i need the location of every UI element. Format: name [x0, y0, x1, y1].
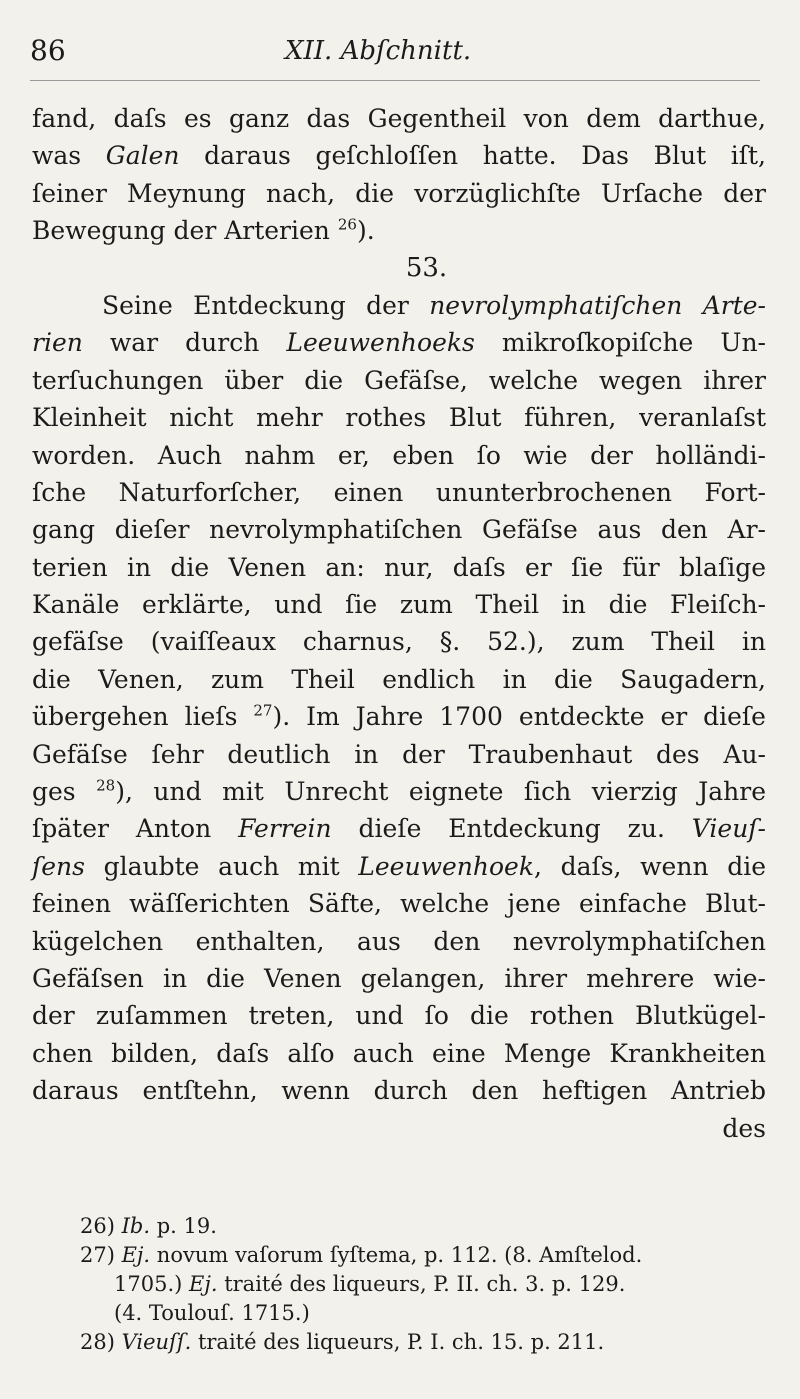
text-run: fand, daſs es ganz das Gegentheil von dem darthue,: [32, 104, 766, 133]
text-line: [32, 848, 766, 885]
footnote-line: [80, 1241, 770, 1270]
text-run: was: [32, 141, 106, 171]
text-line: [32, 324, 766, 361]
text-run: mikroſkopiſche Un-: [474, 328, 766, 358]
text-run: ).: [356, 216, 375, 246]
italic-run: nevrolymphatiſchen Arte-: [429, 290, 766, 320]
text-run: des: [722, 1113, 766, 1143]
text-line: [32, 960, 766, 997]
text-run: gefäſse (vaiſſeaux charnus, §. 52.), zum Theil in: [32, 627, 766, 657]
section-number-text: 53.: [405, 252, 448, 283]
text-run: dieſe Entdeckung zu.: [331, 814, 692, 844]
text-run: glaubte auch mit: [84, 851, 359, 881]
italic-run: Vieuſſ.: [121, 1330, 192, 1354]
italic-run: Ferrein: [238, 814, 332, 844]
text-run: 28): [80, 1330, 122, 1354]
italic-run: Vieuſ-: [691, 814, 767, 844]
text-line: [32, 100, 766, 137]
italic-run: ſens: [32, 851, 85, 881]
text-run: feinen wäſſerichten Säfte, welche jene einfache Blut-: [32, 889, 766, 919]
text-run: p. 19.: [150, 1214, 217, 1238]
text-run: novum vaſorum ſyſtema, p. 112. (8. Amſtelod.: [150, 1243, 643, 1267]
page-number: 86: [30, 34, 66, 67]
text-run: kügelchen enthalten, aus den nevrolymphatiſchen: [32, 926, 766, 956]
text-line: [32, 1035, 766, 1072]
text-run: 1705.): [114, 1272, 189, 1296]
text-run: 27): [80, 1243, 122, 1267]
italic-run: Ej.: [121, 1243, 151, 1267]
text-run: Kanäle erklärte, und ſie zum Theil in die Fleiſch-: [32, 590, 766, 620]
text-run: (4. Toulouſ. 1715.): [114, 1301, 310, 1325]
text-run: traité des liqueurs, P. II. ch. 3. p. 129.: [217, 1272, 626, 1296]
footnote-ref: 26: [337, 215, 357, 234]
text-run: Gefäſse ſehr deutlich in der Traubenhaut des Au-: [32, 739, 766, 769]
text-run: ). Im Jahre 1700 entdeckte er dieſe: [272, 702, 766, 732]
running-header: [30, 34, 760, 74]
text-line: [32, 474, 766, 511]
text-run: terien in die Venen an: nur, daſs er ſie für blaſige: [32, 552, 766, 582]
text-run: gang dieſer nevrolymphatiſchen Gefäſse aus den Ar-: [32, 515, 766, 545]
italic-run: Leeuwenhoek: [358, 851, 534, 881]
text-run: übergehen lieſs: [32, 702, 254, 732]
text-run: der zuſammen treten, und ſo die rothen Blutkügel-: [32, 1001, 766, 1031]
text-line: [32, 137, 766, 174]
text-run: war durch: [82, 328, 287, 358]
text-run: ſeiner Meynung nach, die vorzüglichſte Urſache der: [32, 178, 766, 208]
section-title: XII. Abſchnitt.: [285, 36, 472, 66]
text-line: [32, 810, 766, 847]
main-text: [32, 100, 766, 1147]
text-run: ges: [32, 777, 97, 807]
text-run: 26): [80, 1214, 122, 1238]
text-line: [32, 586, 766, 623]
footnote-line: [80, 1212, 770, 1241]
text-line: [32, 437, 766, 474]
italic-run: Ej.: [189, 1272, 218, 1296]
footnote-ref: 27: [253, 701, 273, 720]
text-line: [32, 175, 766, 212]
text-line: [32, 736, 766, 773]
text-line: [32, 773, 766, 810]
footnote-ref: 28: [96, 776, 116, 795]
footnote-line: [80, 1299, 770, 1328]
text-run: ſche Naturforſcher, einen ununterbrochenen Fort-: [32, 477, 766, 507]
text-line: [32, 362, 766, 399]
footnote-line: [80, 1270, 770, 1299]
section-number: [32, 250, 766, 287]
text-run: Seine Entdeckung der: [102, 290, 430, 320]
italic-run: Leeuwenhoeks: [286, 328, 475, 358]
text-run: ), und mit Unrecht eignete ſich vierzig Jahre: [115, 777, 767, 807]
text-line: [32, 399, 766, 436]
text-run: Gefäſsen in die Venen gelangen, ihrer mehrere wie-: [32, 963, 766, 993]
text-run: traité des liqueurs, P. I. ch. 15. p. 211.: [191, 1330, 605, 1354]
text-run: , daſs, wenn die: [533, 851, 766, 881]
italic-run: rien: [32, 328, 83, 358]
header-rule: [30, 80, 760, 81]
text-line: [32, 997, 766, 1034]
text-run: worden. Auch nahm er, eben ſo wie der holländi-: [32, 440, 766, 470]
text-line: [32, 1072, 766, 1109]
text-line: [32, 212, 766, 249]
text-run: daraus entſtehn, wenn durch den heftigen Antrieb: [32, 1076, 766, 1106]
text-run: Kleinheit nicht mehr rothes Blut führen, veranlaſst: [32, 403, 766, 433]
italic-run: Galen: [105, 141, 180, 171]
text-line: [32, 885, 766, 922]
text-line: [32, 287, 766, 324]
text-line: [32, 511, 766, 548]
footnotes: [80, 1212, 770, 1357]
text-line: [32, 923, 766, 960]
text-run: ſpäter Anton: [32, 814, 239, 844]
text-line: [32, 549, 766, 586]
text-run: die Venen, zum Theil endlich in die Saugadern,: [32, 664, 766, 694]
text-line: [32, 661, 766, 698]
italic-run: Ib.: [121, 1214, 151, 1238]
text-line: [32, 623, 766, 660]
text-run: Bewegung der Arterien: [32, 216, 338, 246]
text-line: [32, 1110, 766, 1147]
footnote-line: [80, 1328, 770, 1357]
text-line: [32, 698, 766, 735]
text-run: daraus geſchloſſen hatte. Das Blut iſt,: [179, 141, 766, 171]
text-run: terſuchungen über die Gefäſse, welche wegen ihrer: [32, 365, 766, 395]
text-run: chen bilden, daſs alſo auch eine Menge Krankheiten: [32, 1038, 766, 1068]
